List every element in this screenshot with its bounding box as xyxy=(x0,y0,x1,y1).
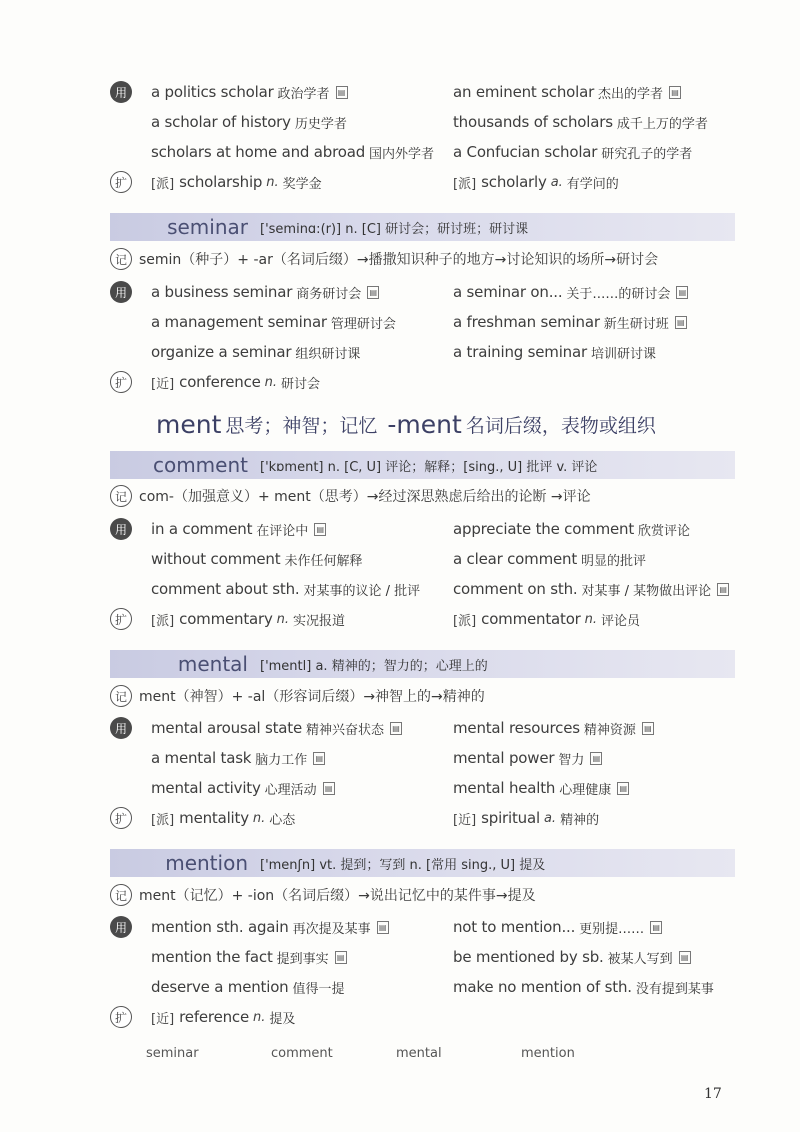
page-number: 17 xyxy=(704,1086,722,1102)
book-icon: ▤ xyxy=(679,951,691,964)
mental-extension-row: 扩 [派] mentality n. 心态 [近] spiritual a. 精神的 xyxy=(110,805,750,831)
collocation-en: an eminent scholar xyxy=(453,83,595,101)
book-icon: ▤ xyxy=(717,583,729,596)
seminar-extension-row: 扩 [近] conference n. 研讨会 xyxy=(110,369,750,395)
headword: mention xyxy=(165,851,248,875)
extension-marker-icon: 扩 xyxy=(110,1006,132,1028)
book-icon: ▤ xyxy=(377,921,389,934)
usage-marker-icon: 用 xyxy=(110,916,132,938)
footer-word: comment xyxy=(271,1046,333,1061)
mental-usage-row-1: 用 mental arousal state 精神兴奋状态 ▤ mental resources 精神资源 ▤ xyxy=(110,715,750,741)
book-icon: ▤ xyxy=(650,921,662,934)
book-icon: ▤ xyxy=(314,523,326,536)
mental-usage-row-2: a mental task 脑力工作 ▤ mental power 智力 ▤ xyxy=(110,745,750,771)
book-icon: ▤ xyxy=(642,722,654,735)
collocation-zh: 历史学者 xyxy=(294,116,347,132)
book-icon: ▤ xyxy=(617,782,629,795)
mention-extension-row: 扩 [近] reference n. 提及 xyxy=(110,1004,750,1030)
comment-usage-row-3: comment about sth. 对某事的议论 / 批评 comment on sth. 对某事 / 某物做出评论 ▤ xyxy=(110,576,750,602)
collocation-en: a Confucian scholar xyxy=(453,143,598,161)
mental-usage-row-3: mental activity 心理活动 ▤ mental health 心理健康 ▤ xyxy=(110,775,750,801)
extension-marker-icon: 扩 xyxy=(110,807,132,829)
scholar-extension-row: 扩 [派] scholarship n. 奖学金 [派] scholarly a. 有学问的 xyxy=(110,169,750,195)
scholar-usage-row-2 xyxy=(110,109,750,135)
extension-marker-icon: 扩 xyxy=(110,608,132,630)
definition: ['mentl] a. 精神的；智力的；心理上的 xyxy=(260,658,488,674)
entry-header-comment xyxy=(110,451,735,479)
footer-word: mental xyxy=(396,1046,442,1061)
seminar-memo-row xyxy=(110,246,750,272)
collocation-zh: 成千上万的学者 xyxy=(616,116,708,132)
usage-marker-icon: 用 xyxy=(110,81,132,103)
collocation-en: thousands of scholars xyxy=(453,113,613,131)
collocation-zh: 杰出的学者 xyxy=(598,86,664,102)
seminar-usage-row-1: 用 a business seminar 商务研讨会 ▤ a seminar on... 关于……的研讨会 ▤ xyxy=(110,279,750,305)
mention-usage-row-1: 用 mention sth. again 再次提及某事 ▤ not to mention... 更别提…… ▤ xyxy=(110,914,750,940)
definition: ['seminɑ:(r)] n. [C] 研讨会；研讨班；研讨课 xyxy=(260,221,529,237)
comment-usage-row-1: 用 in a comment 在评论中 ▤ appreciate the comment 欣赏评论 xyxy=(110,516,750,542)
usage-marker-icon: 用 xyxy=(110,717,132,739)
mention-memo-row: 记 ment（记忆）+ -ion（名词后缀）→说出记忆中的某件事→提及 xyxy=(110,882,750,908)
memo-text: semin（种子）+ -ar（名词后缀）→播撒知识种子的地方→讨论知识的场所→研讨会 xyxy=(139,252,659,268)
headword: mental xyxy=(177,652,248,676)
comment-memo-row: 记 com-（加强意义）+ ment（思考）→经过深思熟虑后给出的论断 →评论 xyxy=(110,483,750,509)
scholar-usage-row-3 xyxy=(110,139,750,165)
headword: seminar xyxy=(167,215,248,239)
comment-extension-row: 扩 [派] commentary n. 实况报道 [派] commentator n. 评论员 xyxy=(110,606,750,632)
book-icon: ▤ xyxy=(390,722,402,735)
book-icon: ▤ xyxy=(323,782,335,795)
book-icon: ▤ xyxy=(669,86,681,99)
mental-memo-row: 记 ment（神智）+ -al（形容词后缀）→神智上的→精神的 xyxy=(110,683,750,709)
collocation-en: scholars at home and abroad xyxy=(151,143,366,161)
entry-header-mental xyxy=(110,650,735,678)
definition: ['kɒment] n. [C, U] 评论；解释；[sing., U] 批评 v. 评论 xyxy=(260,459,598,475)
book-icon: ▤ xyxy=(590,752,602,765)
collocation-zh: 研究孔子的学者 xyxy=(601,146,693,162)
mention-usage-row-3: deserve a mention 值得一提 make no mention of sth. 没有提到某事 xyxy=(151,978,714,997)
book-icon: ▤ xyxy=(313,752,325,765)
extension-marker-icon: 扩 xyxy=(110,371,132,393)
book-icon: ▤ xyxy=(367,286,379,299)
headword: comment xyxy=(152,453,248,477)
memory-marker-icon: 记 xyxy=(110,485,132,507)
collocation-zh: 政治学者 xyxy=(277,86,330,102)
collocation-en: a politics scholar xyxy=(151,83,274,101)
definition: ['menʃn] vt. 提到；写到 n. [常用 sing., U] 提及 xyxy=(260,857,546,873)
usage-marker-icon: 用 xyxy=(110,281,132,303)
footer-word: mention xyxy=(521,1046,575,1061)
usage-marker-icon: 用 xyxy=(110,518,132,540)
extension-marker-icon: 扩 xyxy=(110,171,132,193)
collocation-zh: 国内外学者 xyxy=(369,146,435,162)
seminar-usage-row-3: organize a seminar 组织研讨课 a training seminar 培训研讨课 xyxy=(151,343,656,362)
book-icon: ▤ xyxy=(676,286,688,299)
book-icon: ▤ xyxy=(335,951,347,964)
entry-header-mention xyxy=(110,849,735,877)
collocation-en: a scholar of history xyxy=(151,113,291,131)
memory-marker-icon: 记 xyxy=(110,248,132,270)
scholar-usage-row-1 xyxy=(110,79,750,105)
mention-usage-row-2: mention the fact 提到事实 ▤ be mentioned by sb. 被某人写到 ▤ xyxy=(110,944,750,970)
book-icon: ▤ xyxy=(336,86,348,99)
book-icon: ▤ xyxy=(675,316,687,329)
seminar-usage-row-2: a management seminar 管理研讨会 a freshman seminar 新生研讨班 ▤ xyxy=(110,309,750,335)
comment-usage-row-2: without comment 未作任何解释 a clear comment 明显的批评 xyxy=(151,550,647,569)
entry-header-seminar xyxy=(110,213,735,241)
footer-word: seminar xyxy=(146,1046,199,1061)
memory-marker-icon: 记 xyxy=(110,685,132,707)
memory-marker-icon: 记 xyxy=(110,884,132,906)
root-heading: ment 思考；神智；记忆 -ment 名词后缀，表物或组织 xyxy=(156,409,656,439)
